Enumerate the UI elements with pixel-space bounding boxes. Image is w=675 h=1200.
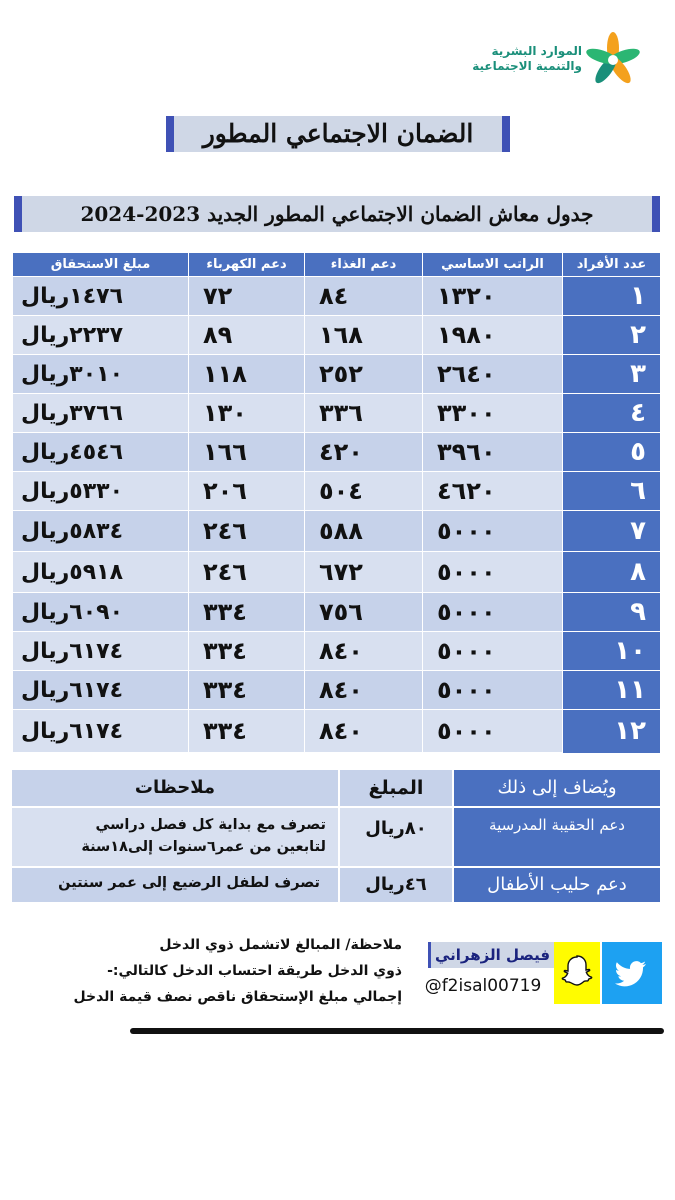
snapchat-ghost-icon[interactable]: [554, 942, 600, 1004]
basic-salary-cell: ٢٦٤٠: [423, 355, 563, 394]
electricity-support-cell: ٢٠٦: [189, 472, 305, 511]
basic-salary-cell: ٥٠٠٠: [423, 511, 563, 552]
table-row: [13, 355, 661, 394]
food-support-cell: ٨٤٠: [305, 632, 423, 671]
entitlement-cell: ٤٥٤٦ريال: [13, 433, 189, 472]
basic-salary-cell: ٤٦٢٠: [423, 472, 563, 511]
entitlement-cell: ٣٧٦٦ريال: [13, 394, 189, 433]
notes-header: ملاحظات: [12, 770, 338, 806]
twitter-bird-icon[interactable]: [602, 942, 662, 1004]
entitlement-cell: ٦١٧٤ريال: [13, 632, 189, 671]
food-support-cell: ٧٥٦: [305, 593, 423, 632]
members-cell: ٩: [563, 593, 661, 632]
electricity-support-cell: ٣٣٤: [189, 593, 305, 632]
ministry-logo: [472, 32, 640, 92]
table-row: [13, 394, 661, 433]
ministry-emblem-icon: [586, 32, 640, 88]
logo-text: الموارد البشرية والتنمية الاجتماعية: [472, 44, 582, 73]
basic-salary-cell: ٣٣٠٠: [423, 394, 563, 433]
members-cell: ٦: [563, 472, 661, 511]
school-bag-amount: ٨٠ريال: [340, 808, 452, 866]
electricity-support-cell: ١١٨: [189, 355, 305, 394]
basic-salary-cell: ٥٠٠٠: [423, 593, 563, 632]
basic-salary-cell: ٥٠٠٠: [423, 671, 563, 710]
school-bag-note: تصرف مع بداية كل فصل دراسي لتابعين من عمر٦سنوات إلى١٨سنة: [12, 808, 338, 866]
members-cell: ٨: [563, 552, 661, 593]
remark-line: إجمالي مبلغ الإستحقاق ناقص نصف قيمة الدخل: [73, 989, 402, 1005]
school-bag-label: دعم الحقيبة المدرسية: [454, 808, 660, 866]
members-cell: ٤: [563, 394, 661, 433]
electricity-support-cell: ١٣٠: [189, 394, 305, 433]
entitlement-cell: ١٤٧٦ريال: [13, 277, 189, 316]
entitlement-cell: ٥٩١٨ريال: [13, 552, 189, 593]
members-cell: ١٢: [563, 710, 661, 753]
entitlement-cell: ٦١٧٤ريال: [13, 671, 189, 710]
header-entitlement: مبلغ الاستحقاق: [13, 253, 189, 277]
table-row: [13, 710, 661, 753]
pension-table: [12, 252, 661, 753]
remark-line: ذوي الدخل طريقة احتساب الدخل كالتالي:-: [107, 963, 402, 979]
table-row: [13, 593, 661, 632]
food-support-cell: ٨٤٠: [305, 671, 423, 710]
members-cell: ١١: [563, 671, 661, 710]
basic-salary-cell: ٥٠٠٠: [423, 632, 563, 671]
table-title: جدول معاش الضمان الاجتماعي المطور الجديد 2023-2024: [14, 196, 660, 232]
header-basic-salary: الراتب الاساسي: [423, 253, 563, 277]
baby-milk-amount: ٤٦ريال: [340, 868, 452, 902]
header-food-support: دعم الغذاء: [305, 253, 423, 277]
extras-header: ويُضاف إلى ذلك: [454, 770, 660, 806]
table-header-row: [13, 253, 661, 277]
basic-salary-cell: ٥٠٠٠: [423, 710, 563, 753]
food-support-cell: ٥٠٤: [305, 472, 423, 511]
table-row: [13, 632, 661, 671]
basic-salary-cell: ١٩٨٠: [423, 316, 563, 355]
electricity-support-cell: ٣٣٤: [189, 632, 305, 671]
basic-salary-cell: ١٣٢٠: [423, 277, 563, 316]
members-cell: ١٠: [563, 632, 661, 671]
amount-header: المبلغ: [340, 770, 452, 806]
entitlement-cell: ٥٣٣٠ريال: [13, 472, 189, 511]
members-cell: ٣: [563, 355, 661, 394]
electricity-support-cell: ٨٩: [189, 316, 305, 355]
table-row: [13, 277, 661, 316]
author-name: فيصل الزهراني: [428, 942, 554, 968]
header-members: عدد الأفراد: [563, 253, 661, 277]
baby-milk-label: دعم حليب الأطفال: [454, 868, 660, 902]
members-cell: ١: [563, 277, 661, 316]
table-row: [13, 316, 661, 355]
electricity-support-cell: ٢٤٦: [189, 511, 305, 552]
food-support-cell: ٥٨٨: [305, 511, 423, 552]
food-support-cell: ٤٢٠: [305, 433, 423, 472]
baby-milk-note: تصرف لطفل الرضيع إلى عمر سنتين: [12, 868, 338, 902]
electricity-support-cell: ٣٣٤: [189, 671, 305, 710]
electricity-support-cell: ٧٢: [189, 277, 305, 316]
extras-section: [12, 770, 660, 902]
food-support-cell: ٨٤: [305, 277, 423, 316]
entitlement-cell: ٢٢٣٧ريال: [13, 316, 189, 355]
bottom-divider: [130, 1028, 664, 1034]
food-support-cell: ٦٧٢: [305, 552, 423, 593]
entitlement-cell: ٦١٧٤ريال: [13, 710, 189, 753]
remark-line: ملاحظة/ المبالغ لاتشمل ذوي الدخل: [159, 937, 402, 953]
table-row: [13, 433, 661, 472]
food-support-cell: ٣٣٦: [305, 394, 423, 433]
electricity-support-cell: ١٦٦: [189, 433, 305, 472]
entitlement-cell: ٦٠٩٠ريال: [13, 593, 189, 632]
author-handle[interactable]: @f2isal00719: [424, 976, 542, 996]
table-row: [13, 671, 661, 710]
members-cell: ٥: [563, 433, 661, 472]
electricity-support-cell: ٣٣٤: [189, 710, 305, 753]
author-social: [424, 942, 662, 1004]
income-remarks: [18, 932, 402, 1010]
entitlement-cell: ٣٠١٠ريال: [13, 355, 189, 394]
table-row: [13, 472, 661, 511]
basic-salary-cell: ٣٩٦٠: [423, 433, 563, 472]
food-support-cell: ٢٥٢: [305, 355, 423, 394]
header-electricity-support: دعم الكهرباء: [189, 253, 305, 277]
members-cell: ٢: [563, 316, 661, 355]
table-row: [13, 552, 661, 593]
entitlement-cell: ٥٨٣٤ريال: [13, 511, 189, 552]
electricity-support-cell: ٢٤٦: [189, 552, 305, 593]
members-cell: ٧: [563, 511, 661, 552]
table-row: [13, 511, 661, 552]
food-support-cell: ١٦٨: [305, 316, 423, 355]
food-support-cell: ٨٤٠: [305, 710, 423, 753]
basic-salary-cell: ٥٠٠٠: [423, 552, 563, 593]
page-title: الضمان الاجتماعي المطور: [166, 116, 510, 152]
